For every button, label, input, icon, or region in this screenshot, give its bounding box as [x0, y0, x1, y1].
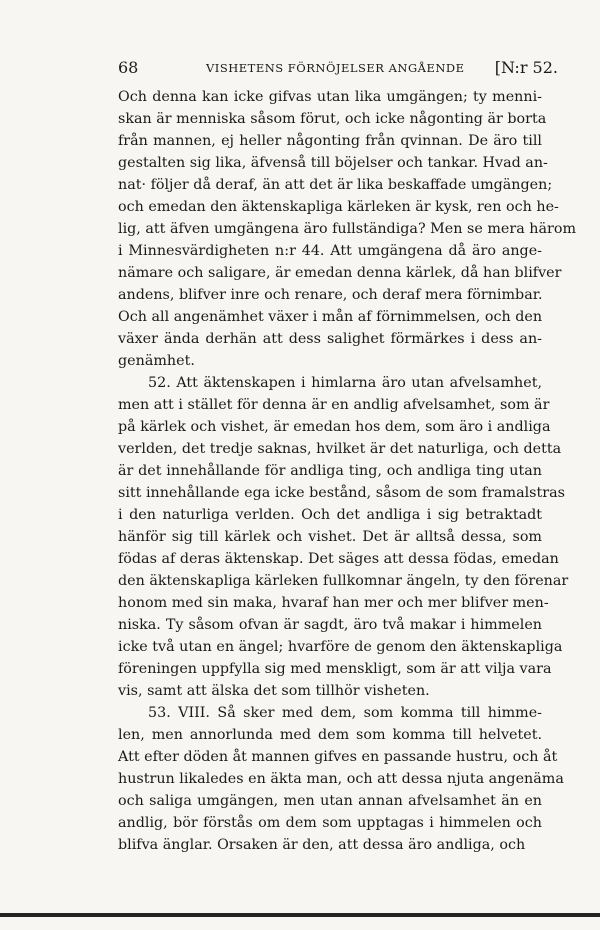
page-header	[118, 58, 558, 82]
running-title: VISHETENS FÖRNÖJELSER ANGÅENDE	[206, 61, 465, 75]
text-line: blifva änglar. Orsaken är den, att dessa äro andliga, och	[118, 837, 526, 853]
text-line: 52. Att äktenskapen i himlarna äro utan afvelsamhet,	[148, 375, 542, 391]
text-line: Och denna kan icke gifvas utan lika umgängen; ty menni-	[118, 89, 542, 105]
text-line: Och all angenämhet växer i mån af förnimmelsen, och den	[118, 309, 543, 325]
text-line: hustrun likaledes en äkta man, och att dessa njuta angenäma	[118, 771, 564, 787]
text-line: men att i stället för denna är en andlig afvelsamhet, som är	[118, 397, 550, 413]
text-line: födas af deras äktenskap. Det säges att dessa födas, emedan	[118, 551, 559, 567]
text-line: len, men annorlunda med dem som komma till helvetet.	[118, 727, 542, 743]
text-line: är det innehållande för andliga ting, och andliga ting utan	[118, 463, 542, 479]
text-line: sitt innehållande ega icke bestånd, såsom de som framalstras	[118, 485, 565, 501]
text-line: i den naturliga verlden. Och det andliga i sig betraktadt	[118, 507, 542, 523]
page-number: 68	[118, 58, 139, 77]
text-line: nämare och saligare, är emedan denna kärlek, då han blifver	[118, 265, 562, 281]
text-line: verlden, det tredje saknas, hvilket är det naturliga, och detta	[118, 441, 562, 457]
text-line: gestalten sig lika, äfvenså till böjelser och tankar. Hvad an-	[118, 155, 548, 171]
text-line: niska. Ty såsom ofvan är sagdt, äro två makar i himmelen	[118, 617, 542, 633]
text-line: och emedan den äktenskapliga kärleken är kysk, ren och he-	[118, 199, 559, 215]
text-line: icke två utan en ängel; hvarföre de genom den äktenskapliga	[118, 639, 563, 655]
text-line: lig, att äfven umgängena äro fullständiga? Men se mera härom	[118, 221, 577, 237]
section-reference: [N:r 52.	[494, 58, 558, 77]
text-line: den äktenskapliga kärleken fullkomnar ängeln, ty den förenar	[118, 573, 569, 589]
text-line: vis, samt att älska det som tillhör visheten.	[118, 683, 430, 699]
text-line: från mannen, ej heller någonting från qvinnan. De äro till	[118, 133, 542, 149]
text-line: andens, blifver inre och renare, och deraf mera förnimbar.	[118, 287, 543, 303]
text-line: skan är menniska såsom förut, och icke någonting är borta	[118, 111, 547, 127]
text-line: i Minnesvärdigheten n:r 44. Att umgängena då äro ange-	[118, 243, 542, 259]
text-line: föreningen uppfylla sig med menskligt, som är att vilja vara	[118, 661, 552, 677]
text-line: växer ända derhän att dess salighet förmärkes i dess an-	[118, 331, 542, 347]
text-line: på kärlek och vishet, är emedan hos dem, som äro i andliga	[118, 419, 551, 435]
text-line: nat· följer då deraf, än att det är lika beskaffade umgängen;	[118, 177, 553, 193]
text-line: och saliga umgängen, men utan annan afvelsamhet än en	[118, 793, 542, 809]
text-line: hänför sig till kärlek och vishet. Det är alltså dessa, som	[118, 529, 542, 545]
bottom-edge-rule	[0, 913, 600, 917]
text-line: honom med sin maka, hvaraf han mer och mer blifver men-	[118, 595, 549, 611]
text-line: 53. VIII. Så sker med dem, som komma till himme-	[148, 705, 542, 721]
text-line: genämhet.	[118, 353, 195, 369]
text-line: Att efter döden åt mannen gifves en passande hustru, och åt	[118, 749, 558, 765]
text-line: andlig, bör förstås om dem som upptagas i himmelen och	[118, 815, 542, 831]
body-text	[118, 86, 577, 856]
